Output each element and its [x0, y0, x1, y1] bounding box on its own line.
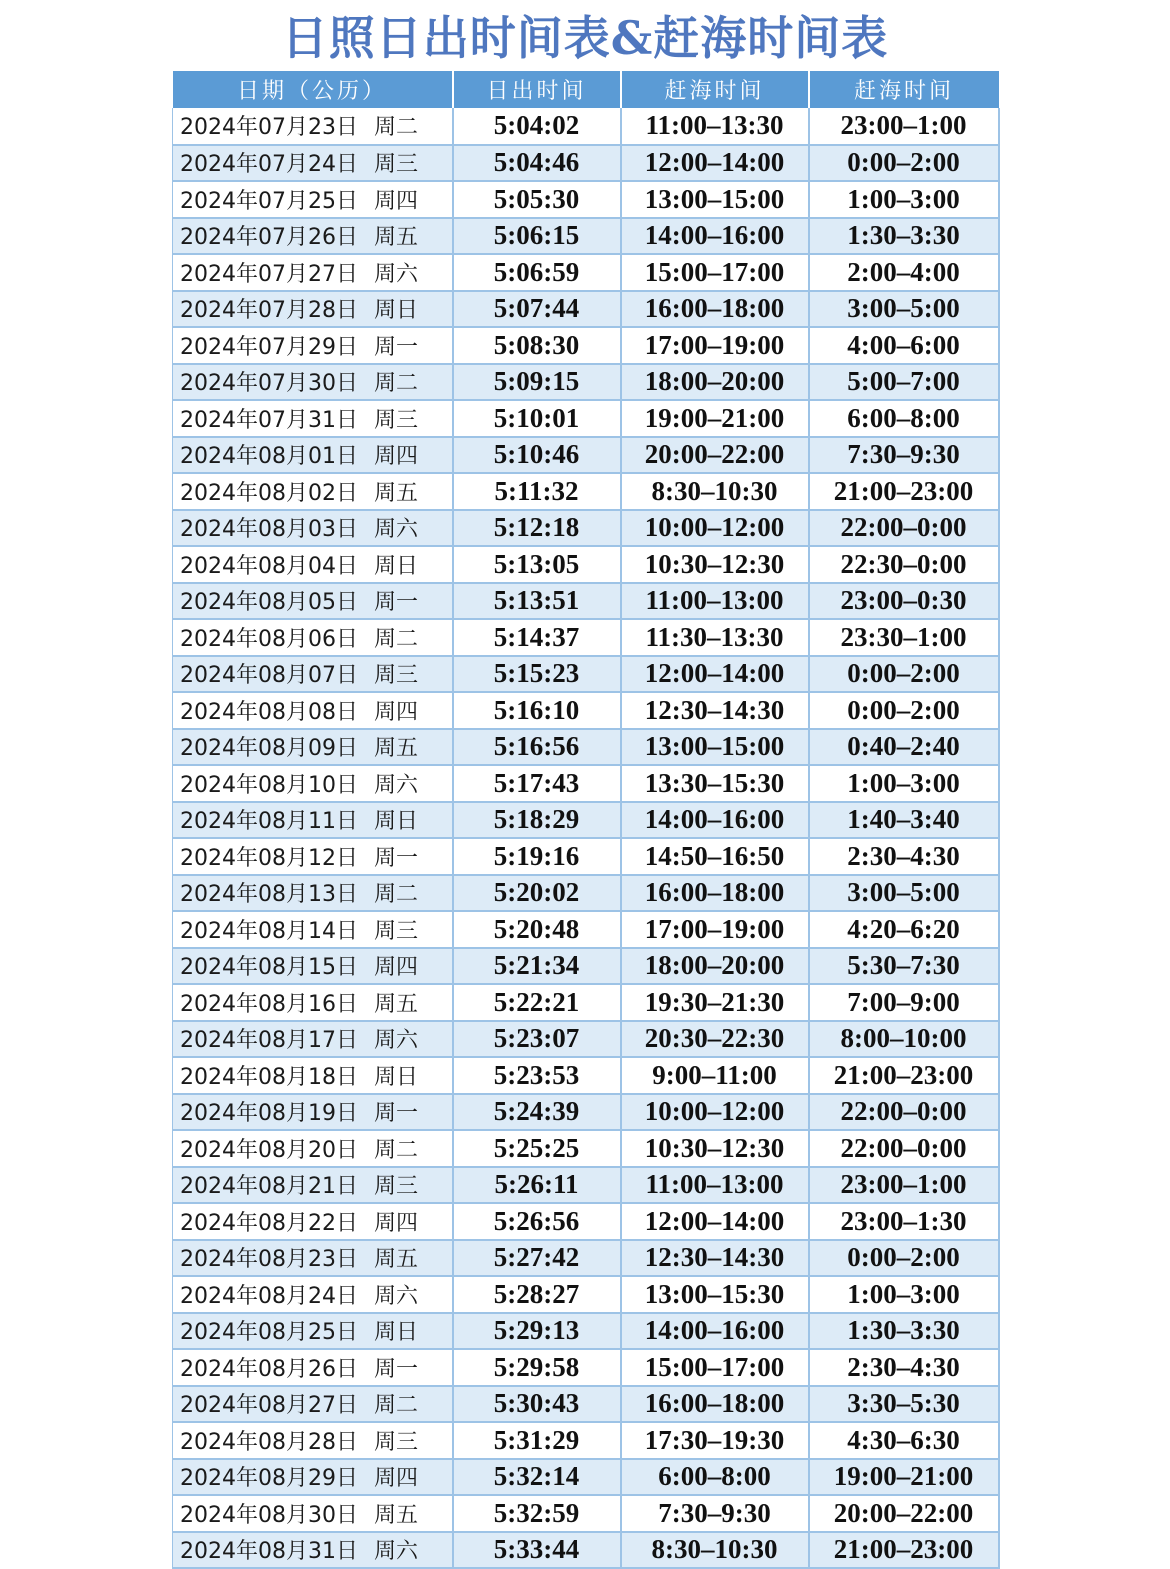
- date-cell: [173, 729, 453, 766]
- weekday-text: 周五: [373, 1247, 418, 1273]
- tide-time-1-cell: 6:00–8:00: [621, 1459, 809, 1496]
- date-cell: [173, 108, 453, 145]
- sunrise-tide-table: [172, 71, 1000, 1569]
- date-cell: [173, 291, 453, 328]
- weekday-text: 周四: [373, 1210, 418, 1236]
- date-text: 2024年08月12日: [180, 845, 358, 871]
- table-row: [173, 327, 999, 364]
- weekday-text: 周三: [373, 1429, 418, 1455]
- date-text: 2024年08月29日: [180, 1466, 358, 1492]
- sunrise-time-cell: 5:04:02: [453, 108, 621, 145]
- date-text: 2024年08月20日: [180, 1137, 358, 1163]
- tide-time-2-cell: 0:00–2:00: [809, 656, 999, 693]
- tide-time-2-cell: 0:40–2:40: [809, 729, 999, 766]
- date-text: 2024年08月31日: [180, 1539, 358, 1565]
- tide-time-1-cell: 17:00–19:00: [621, 911, 809, 948]
- sunrise-time-cell: 5:06:15: [453, 218, 621, 255]
- date-text: 2024年08月25日: [180, 1320, 358, 1346]
- table-row: [173, 1313, 999, 1350]
- tide-time-2-cell: 2:30–4:30: [809, 838, 999, 875]
- sunrise-time-cell: 5:32:59: [453, 1495, 621, 1532]
- table-row: [173, 1021, 999, 1058]
- sunrise-time-cell: 5:27:42: [453, 1240, 621, 1277]
- date-text: 2024年08月26日: [180, 1356, 358, 1382]
- tide-time-2-cell: 22:00–0:00: [809, 1130, 999, 1167]
- sunrise-time-cell: 5:29:13: [453, 1313, 621, 1350]
- date-cell: [173, 145, 453, 182]
- tide-time-1-cell: 17:30–19:30: [621, 1422, 809, 1459]
- tide-time-2-cell: 1:40–3:40: [809, 802, 999, 839]
- sunrise-time-cell: 5:15:23: [453, 656, 621, 693]
- date-text: 2024年07月23日: [180, 115, 358, 141]
- tide-time-1-cell: 14:00–16:00: [621, 218, 809, 255]
- tide-time-2-cell: 22:00–0:00: [809, 510, 999, 547]
- tide-time-2-cell: 8:00–10:00: [809, 1021, 999, 1058]
- date-text: 2024年08月08日: [180, 699, 358, 725]
- date-cell: [173, 619, 453, 656]
- sunrise-time-cell: 5:16:56: [453, 729, 621, 766]
- header-date: 日期（公历）: [173, 71, 453, 108]
- tide-time-2-cell: 3:00–5:00: [809, 875, 999, 912]
- date-text: 2024年08月03日: [180, 517, 358, 543]
- table-row: [173, 1349, 999, 1386]
- sunrise-time-cell: 5:18:29: [453, 802, 621, 839]
- header-tide-time-1: 赶海时间: [621, 71, 809, 108]
- tide-time-1-cell: 18:00–20:00: [621, 948, 809, 985]
- tide-time-2-cell: 21:00–23:00: [809, 473, 999, 510]
- table-row: [173, 911, 999, 948]
- tide-time-2-cell: 5:30–7:30: [809, 948, 999, 985]
- weekday-text: 周六: [373, 772, 418, 798]
- tide-time-1-cell: 10:30–12:30: [621, 546, 809, 583]
- table-row: [173, 1203, 999, 1240]
- table-row: [173, 1532, 999, 1569]
- tide-time-1-cell: 17:00–19:00: [621, 327, 809, 364]
- tide-time-2-cell: 20:00–22:00: [809, 1495, 999, 1532]
- date-cell: [173, 181, 453, 218]
- weekday-text: 周日: [373, 1064, 418, 1090]
- date-text: 2024年07月24日: [180, 152, 358, 178]
- sunrise-time-cell: 5:13:51: [453, 583, 621, 620]
- weekday-text: 周一: [373, 1101, 418, 1127]
- tide-time-1-cell: 13:00–15:00: [621, 181, 809, 218]
- tide-time-2-cell: 19:00–21:00: [809, 1459, 999, 1496]
- date-cell: [173, 1349, 453, 1386]
- weekday-text: 周四: [373, 699, 418, 725]
- weekday-text: 周一: [373, 845, 418, 871]
- table-row: [173, 291, 999, 328]
- tide-time-2-cell: 23:30–1:00: [809, 619, 999, 656]
- tide-time-2-cell: 23:00–1:00: [809, 108, 999, 145]
- sunrise-time-cell: 5:12:18: [453, 510, 621, 547]
- date-text: 2024年07月29日: [180, 334, 358, 360]
- sunrise-time-cell: 5:22:21: [453, 984, 621, 1021]
- weekday-text: 周一: [373, 334, 418, 360]
- weekday-text: 周四: [373, 188, 418, 214]
- date-cell: [173, 218, 453, 255]
- weekday-text: 周五: [373, 225, 418, 251]
- weekday-text: 周五: [373, 736, 418, 762]
- sunrise-time-cell: 5:24:39: [453, 1094, 621, 1131]
- sunrise-time-cell: 5:25:25: [453, 1130, 621, 1167]
- tide-time-1-cell: 13:30–15:30: [621, 765, 809, 802]
- date-cell: [173, 1276, 453, 1313]
- weekday-text: 周二: [373, 371, 418, 397]
- tide-time-2-cell: 6:00–8:00: [809, 400, 999, 437]
- sunrise-time-cell: 5:08:30: [453, 327, 621, 364]
- date-text: 2024年08月22日: [180, 1210, 358, 1236]
- date-cell: [173, 911, 453, 948]
- tide-time-1-cell: 8:30–10:30: [621, 473, 809, 510]
- tide-time-2-cell: 21:00–23:00: [809, 1532, 999, 1569]
- table-row: [173, 1386, 999, 1423]
- table-row: [173, 437, 999, 474]
- weekday-text: 周三: [373, 663, 418, 689]
- table-row: [173, 656, 999, 693]
- weekday-text: 周日: [373, 553, 418, 579]
- sunrise-time-cell: 5:23:07: [453, 1021, 621, 1058]
- table-body: [173, 108, 999, 1568]
- date-text: 2024年08月16日: [180, 991, 358, 1017]
- date-text: 2024年08月19日: [180, 1101, 358, 1127]
- weekday-text: 周六: [373, 261, 418, 287]
- sunrise-time-cell: 5:19:16: [453, 838, 621, 875]
- weekday-text: 周四: [373, 955, 418, 981]
- tide-time-1-cell: 11:00–13:30: [621, 108, 809, 145]
- sunrise-time-cell: 5:13:05: [453, 546, 621, 583]
- date-text: 2024年08月18日: [180, 1064, 358, 1090]
- weekday-text: 周六: [373, 1283, 418, 1309]
- table-row: [173, 1167, 999, 1204]
- date-cell: [173, 765, 453, 802]
- table-row: [173, 984, 999, 1021]
- table-row: [173, 729, 999, 766]
- table-row: [173, 1422, 999, 1459]
- date-cell: [173, 984, 453, 1021]
- tide-time-1-cell: 19:00–21:00: [621, 400, 809, 437]
- tide-time-1-cell: 10:00–12:00: [621, 510, 809, 547]
- tide-time-1-cell: 14:00–16:00: [621, 1313, 809, 1350]
- tide-time-2-cell: 3:00–5:00: [809, 291, 999, 328]
- tide-time-1-cell: 13:00–15:30: [621, 1276, 809, 1313]
- date-cell: [173, 1240, 453, 1277]
- weekday-text: 周三: [373, 152, 418, 178]
- date-text: 2024年08月05日: [180, 590, 358, 616]
- date-text: 2024年07月31日: [180, 407, 358, 433]
- tide-time-1-cell: 10:00–12:00: [621, 1094, 809, 1131]
- table-row: [173, 619, 999, 656]
- table-row: [173, 1495, 999, 1532]
- table-row: [173, 1130, 999, 1167]
- date-text: 2024年07月27日: [180, 261, 358, 287]
- table-row: [173, 181, 999, 218]
- weekday-text: 周二: [373, 1137, 418, 1163]
- tide-time-2-cell: 2:00–4:00: [809, 254, 999, 291]
- date-text: 2024年07月28日: [180, 298, 358, 324]
- date-text: 2024年08月27日: [180, 1393, 358, 1419]
- tide-time-2-cell: 23:00–1:30: [809, 1203, 999, 1240]
- table-row: [173, 1240, 999, 1277]
- sunrise-time-cell: 5:31:29: [453, 1422, 621, 1459]
- date-text: 2024年08月28日: [180, 1429, 358, 1455]
- tide-time-2-cell: 3:30–5:30: [809, 1386, 999, 1423]
- date-cell: [173, 1167, 453, 1204]
- tide-time-2-cell: 5:00–7:00: [809, 364, 999, 401]
- table-row: [173, 948, 999, 985]
- date-cell: [173, 364, 453, 401]
- date-cell: [173, 1203, 453, 1240]
- tide-time-1-cell: 15:00–17:00: [621, 1349, 809, 1386]
- date-cell: [173, 510, 453, 547]
- weekday-text: 周五: [373, 480, 418, 506]
- page-title: 日照日出时间表&赶海时间表: [281, 11, 889, 65]
- date-cell: [173, 327, 453, 364]
- tide-time-1-cell: 16:00–18:00: [621, 291, 809, 328]
- tide-time-2-cell: 7:00–9:00: [809, 984, 999, 1021]
- weekday-text: 周三: [373, 1174, 418, 1200]
- weekday-text: 周三: [373, 918, 418, 944]
- tide-time-1-cell: 9:00–11:00: [621, 1057, 809, 1094]
- sunrise-time-cell: 5:17:43: [453, 765, 621, 802]
- date-cell: [173, 400, 453, 437]
- tide-time-2-cell: 1:00–3:00: [809, 181, 999, 218]
- date-text: 2024年08月21日: [180, 1174, 358, 1200]
- tide-time-1-cell: 14:50–16:50: [621, 838, 809, 875]
- tide-time-1-cell: 11:00–13:00: [621, 583, 809, 620]
- weekday-text: 周三: [373, 407, 418, 433]
- tide-time-1-cell: 12:00–14:00: [621, 1203, 809, 1240]
- tide-time-2-cell: 22:00–0:00: [809, 1094, 999, 1131]
- date-text: 2024年08月13日: [180, 882, 358, 908]
- tide-time-2-cell: 22:30–0:00: [809, 546, 999, 583]
- date-cell: [173, 1094, 453, 1131]
- tide-time-1-cell: 20:30–22:30: [621, 1021, 809, 1058]
- tide-time-1-cell: 15:00–17:00: [621, 254, 809, 291]
- date-text: 2024年08月01日: [180, 444, 358, 470]
- date-text: 2024年07月26日: [180, 225, 358, 251]
- tide-time-1-cell: 8:30–10:30: [621, 1532, 809, 1569]
- date-text: 2024年08月15日: [180, 955, 358, 981]
- tide-time-1-cell: 19:30–21:30: [621, 984, 809, 1021]
- weekday-text: 周一: [373, 590, 418, 616]
- date-text: 2024年08月04日: [180, 553, 358, 579]
- weekday-text: 周二: [373, 1393, 418, 1419]
- date-cell: [173, 254, 453, 291]
- sunrise-time-cell: 5:21:34: [453, 948, 621, 985]
- date-text: 2024年08月02日: [180, 480, 358, 506]
- tide-time-2-cell: 0:00–2:00: [809, 145, 999, 182]
- table-row: [173, 838, 999, 875]
- date-cell: [173, 437, 453, 474]
- table-row: [173, 108, 999, 145]
- table-row: [173, 802, 999, 839]
- tide-time-1-cell: 13:00–15:00: [621, 729, 809, 766]
- tide-time-2-cell: 4:30–6:30: [809, 1422, 999, 1459]
- date-text: 2024年08月11日: [180, 809, 358, 835]
- weekday-text: 周六: [373, 517, 418, 543]
- table-row: [173, 546, 999, 583]
- table-row: [173, 875, 999, 912]
- tide-time-2-cell: 0:00–2:00: [809, 692, 999, 729]
- table-row: [173, 1459, 999, 1496]
- date-cell: [173, 546, 453, 583]
- date-text: 2024年08月07日: [180, 663, 358, 689]
- tide-time-2-cell: 4:00–6:00: [809, 327, 999, 364]
- sunrise-time-cell: 5:26:11: [453, 1167, 621, 1204]
- date-cell: [173, 802, 453, 839]
- sunrise-time-cell: 5:33:44: [453, 1532, 621, 1569]
- date-text: 2024年08月14日: [180, 918, 358, 944]
- sunrise-time-cell: 5:23:53: [453, 1057, 621, 1094]
- table-row: [173, 1094, 999, 1131]
- sunrise-time-cell: 5:14:37: [453, 619, 621, 656]
- sunrise-time-cell: 5:16:10: [453, 692, 621, 729]
- weekday-text: 周六: [373, 1028, 418, 1054]
- sunrise-time-cell: 5:28:27: [453, 1276, 621, 1313]
- weekday-text: 周一: [373, 1356, 418, 1382]
- date-cell: [173, 692, 453, 729]
- weekday-text: 周五: [373, 991, 418, 1017]
- table-header-row: [173, 71, 999, 108]
- tide-time-1-cell: 10:30–12:30: [621, 1130, 809, 1167]
- sunrise-time-cell: 5:26:56: [453, 1203, 621, 1240]
- sunrise-time-cell: 5:09:15: [453, 364, 621, 401]
- weekday-text: 周二: [373, 882, 418, 908]
- date-text: 2024年07月30日: [180, 371, 358, 397]
- date-cell: [173, 1313, 453, 1350]
- sunrise-time-cell: 5:20:02: [453, 875, 621, 912]
- tide-time-1-cell: 7:30–9:30: [621, 1495, 809, 1532]
- weekday-text: 周四: [373, 1466, 418, 1492]
- table-row: [173, 1276, 999, 1313]
- tide-time-1-cell: 12:00–14:00: [621, 656, 809, 693]
- tide-time-2-cell: 1:30–3:30: [809, 218, 999, 255]
- sunrise-time-cell: 5:32:14: [453, 1459, 621, 1496]
- tide-time-1-cell: 20:00–22:00: [621, 437, 809, 474]
- tide-time-2-cell: 1:30–3:30: [809, 1313, 999, 1350]
- table-row: [173, 1057, 999, 1094]
- tide-time-2-cell: 1:00–3:00: [809, 765, 999, 802]
- sunrise-time-cell: 5:05:30: [453, 181, 621, 218]
- date-cell: [173, 875, 453, 912]
- date-text: 2024年08月24日: [180, 1283, 358, 1309]
- table-row: [173, 583, 999, 620]
- weekday-text: 周日: [373, 298, 418, 324]
- date-cell: [173, 1495, 453, 1532]
- sunrise-time-cell: 5:30:43: [453, 1386, 621, 1423]
- tide-time-1-cell: 12:30–14:30: [621, 692, 809, 729]
- table-row: [173, 692, 999, 729]
- table-row: [173, 254, 999, 291]
- weekday-text: 周二: [373, 626, 418, 652]
- weekday-text: 周二: [373, 115, 418, 141]
- date-cell: [173, 1532, 453, 1569]
- date-cell: [173, 948, 453, 985]
- sunrise-time-cell: 5:10:46: [453, 437, 621, 474]
- date-cell: [173, 656, 453, 693]
- table-row: [173, 364, 999, 401]
- table-row: [173, 765, 999, 802]
- date-cell: [173, 1057, 453, 1094]
- date-text: 2024年08月10日: [180, 772, 358, 798]
- date-text: 2024年08月30日: [180, 1502, 358, 1528]
- tide-time-1-cell: 14:00–16:00: [621, 802, 809, 839]
- tide-time-2-cell: 21:00–23:00: [809, 1057, 999, 1094]
- tide-time-2-cell: 23:00–0:30: [809, 583, 999, 620]
- tide-time-1-cell: 16:00–18:00: [621, 875, 809, 912]
- tide-time-1-cell: 18:00–20:00: [621, 364, 809, 401]
- weekday-text: 周五: [373, 1502, 418, 1528]
- sunrise-time-cell: 5:06:59: [453, 254, 621, 291]
- table-row: [173, 400, 999, 437]
- tide-time-2-cell: 4:20–6:20: [809, 911, 999, 948]
- date-text: 2024年08月23日: [180, 1247, 358, 1273]
- table-row: [173, 145, 999, 182]
- weekday-text: 周日: [373, 809, 418, 835]
- sunrise-time-cell: 5:04:46: [453, 145, 621, 182]
- table-row: [173, 510, 999, 547]
- date-cell: [173, 583, 453, 620]
- tide-time-1-cell: 12:30–14:30: [621, 1240, 809, 1277]
- date-cell: [173, 1422, 453, 1459]
- tide-time-2-cell: 2:30–4:30: [809, 1349, 999, 1386]
- tide-time-1-cell: 11:00–13:00: [621, 1167, 809, 1204]
- date-cell: [173, 1021, 453, 1058]
- date-text: 2024年08月09日: [180, 736, 358, 762]
- table-row: [173, 473, 999, 510]
- weekday-text: 周六: [373, 1539, 418, 1565]
- weekday-text: 周日: [373, 1320, 418, 1346]
- tide-time-1-cell: 11:30–13:30: [621, 619, 809, 656]
- date-cell: [173, 838, 453, 875]
- date-cell: [173, 1459, 453, 1496]
- sunrise-time-cell: 5:20:48: [453, 911, 621, 948]
- date-cell: [173, 473, 453, 510]
- sunrise-time-cell: 5:10:01: [453, 400, 621, 437]
- sunrise-time-cell: 5:11:32: [453, 473, 621, 510]
- header-tide-time-2: 赶海时间: [809, 71, 999, 108]
- date-cell: [173, 1130, 453, 1167]
- tide-time-2-cell: 1:00–3:00: [809, 1276, 999, 1313]
- date-text: 2024年07月25日: [180, 188, 358, 214]
- tide-time-1-cell: 16:00–18:00: [621, 1386, 809, 1423]
- tide-time-2-cell: 23:00–1:00: [809, 1167, 999, 1204]
- weekday-text: 周四: [373, 444, 418, 470]
- date-text: 2024年08月17日: [180, 1028, 358, 1054]
- table-row: [173, 218, 999, 255]
- tide-time-2-cell: 7:30–9:30: [809, 437, 999, 474]
- date-cell: [173, 1386, 453, 1423]
- sunrise-time-cell: 5:07:44: [453, 291, 621, 328]
- tide-time-1-cell: 12:00–14:00: [621, 145, 809, 182]
- sunrise-time-cell: 5:29:58: [453, 1349, 621, 1386]
- date-text: 2024年08月06日: [180, 626, 358, 652]
- header-sunrise: 日出时间: [453, 71, 621, 108]
- tide-time-2-cell: 0:00–2:00: [809, 1240, 999, 1277]
